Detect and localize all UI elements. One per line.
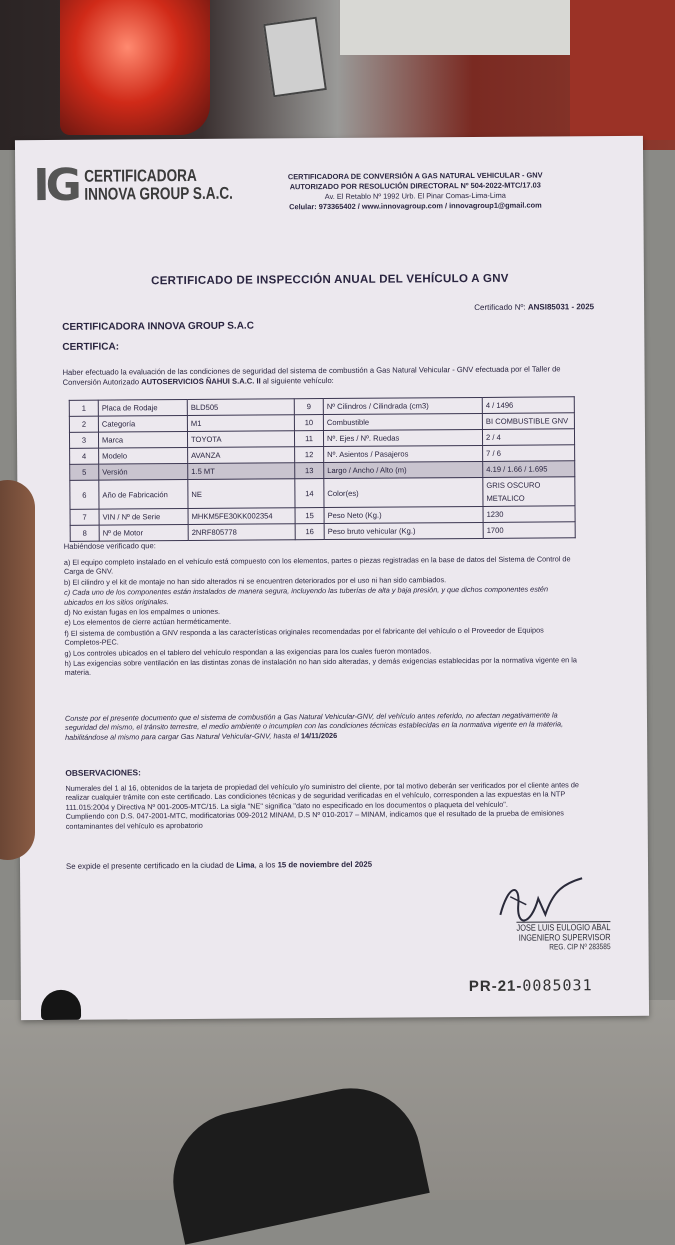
- certificate-number: Certificado Nº: ANSI85031 - 2025: [474, 302, 595, 313]
- vehicle-table-cell: Nº de Motor: [99, 525, 188, 542]
- vehicle-table-cell: AVANZA: [188, 447, 295, 464]
- vehicle-table-cell: Peso bruto vehicular (Kg.): [324, 522, 483, 539]
- vehicle-table-cell: 7: [70, 509, 99, 525]
- vehicle-table-cell: BLD505: [187, 399, 294, 416]
- vehicle-table-cell: 15: [295, 508, 324, 524]
- vehicle-table-cell: Modelo: [99, 448, 188, 465]
- vehicle-table-cell: Versión: [99, 464, 188, 481]
- serial-number: PR-21-0085031: [468, 976, 593, 996]
- shop-sign: [340, 0, 570, 55]
- vehicle-table-cell: 9: [294, 399, 323, 415]
- vehicle-table-cell: Nº. Asientos / Pasajeros: [324, 445, 483, 462]
- check-item: c) Cada uno de los componentes están instalados de manera segura, incluyendo las tuberías de alta y baja presión, y que dichos componentes estén ubicados en los sitios originales.: [64, 584, 549, 607]
- signer-registration: REG. CIP Nº 283585: [549, 942, 611, 952]
- vehicle-table-cell: Nº. Ejes / Nº. Ruedas: [323, 429, 482, 446]
- signer-block: [471, 922, 611, 953]
- vehicle-table-cell: 4.19 / 1.66 / 1.695: [483, 461, 575, 478]
- certifica-heading: CERTIFICA:: [62, 341, 120, 353]
- car-plate-holder: [263, 17, 327, 98]
- vehicle-table-cell: VIN / Nº de Serie: [99, 509, 188, 526]
- vehicle-table-cell: 1230: [483, 506, 575, 523]
- vehicle-table-cell: 2 / 4: [482, 429, 574, 446]
- vehicle-table-cell: Año de Fabricación: [99, 480, 188, 510]
- vehicle-table-cell: MHKM5FE30KK002354: [188, 508, 295, 525]
- document-title: CERTIFICADO DE INSPECCIÓN ANUAL DEL VEHÍCULO A GNV: [151, 272, 509, 288]
- vehicle-table-cell: 12: [295, 447, 324, 463]
- vehicle-table-cell: 4 / 1496: [482, 397, 574, 414]
- vehicle-table-cell: 2: [69, 416, 98, 432]
- intro-paragraph: Haber efectuado la evaluación de las condiciones de seguridad del sistema de combustión a Gas Natural Vehicular - GNV efectuada por el Taller de Conversión Autorizado AUTOSERVICIOS ÑAHUI S.A.C. II al siguiente vehículo:: [62, 364, 561, 387]
- vehicle-table-cell: GRIS OSCURO METALICO: [483, 477, 575, 507]
- vehicle-table-cell: 3: [69, 432, 98, 448]
- verified-intro: Habiéndose verificado que:: [63, 541, 156, 551]
- check-item: f) El sistema de combustión a GNV responda a las características originales recomendadas por el fabricante del vehículo o el Proveedor de Equipos Completos-PEC.: [64, 625, 544, 648]
- vehicle-table-cell: 14: [295, 479, 324, 508]
- vehicle-table-cell: Placa de Rodaje: [98, 400, 187, 417]
- shop-wall: [570, 0, 675, 140]
- check-item: g) Los controles ubicados en el tablero del vehículo respondan a las exigencias para los cuales fueron montados.: [64, 645, 432, 658]
- vehicle-table-cell: 7 / 6: [483, 445, 575, 462]
- vehicle-table-cell: Color(es): [324, 477, 483, 507]
- vehicle-table-cell: Marca: [98, 432, 187, 449]
- holding-hand: [0, 480, 35, 860]
- vehicle-table-cell: 16: [295, 524, 324, 540]
- vehicle-table-row: [70, 477, 575, 510]
- vehicle-table-cell: 8: [70, 525, 99, 541]
- company-name: CERTIFICADORA INNOVA GROUP S.A.C: [62, 320, 254, 333]
- header-info: CERTIFICADORA DE CONVERSIÓN A GAS NATURAL VEHICULAR - GNV AUTORIZADO POR RESOLUCIÓN DIRECTORAL Nº 504-2022-MTC/17.03 Av. El Retablo Nº 1992 Urb. El Pinar Comas-Lima-Lima Celular: 973365402 / www.innovagroup.com / innovagroup1@gmail.com: [287, 170, 543, 212]
- observaciones-heading: OBSERVACIONES:: [65, 767, 141, 778]
- vehicle-table-cell: Largo / Ancho / Alto (m): [324, 461, 483, 478]
- paper-punch-hole: [41, 990, 81, 1020]
- signer-name: JOSE LUIS EULOGIO ABAL: [516, 922, 611, 933]
- issue-statement: Se expide el presente certificado en la ciudad de Lima, a los 15 de noviembre del 2025: [65, 859, 373, 871]
- vehicle-table-cell: 6: [70, 480, 99, 509]
- vehicle-table-cell: 10: [294, 415, 323, 431]
- vehicle-table-cell: BI COMBUSTIBLE GNV: [482, 413, 574, 430]
- vehicle-table-cell: Peso Neto (Kg.): [324, 506, 483, 523]
- signer-role: INGENIERO SUPERVISOR: [518, 932, 611, 943]
- vehicle-table-cell: NE: [188, 479, 295, 509]
- check-item: e) Los elementos de cierre actúan herméticamente.: [64, 617, 232, 628]
- check-item: a) El equipo completo instalado en el vehículo está compuesto con los elementos, partes o piezas registradas en la base de datos del Sistema de Control de Carga de GNV.: [63, 554, 571, 577]
- vehicle-table-row: [70, 522, 575, 542]
- vehicle-table-cell: Combustible: [323, 413, 482, 430]
- vehicle-table-cell: 1: [69, 400, 98, 416]
- logo-text: CERTIFICADORA INNOVA GROUP S.A.C.: [83, 165, 233, 204]
- check-item: h) Las exigencias sobre ventilación en las distintas zonas de instalación no han sido alteradas, y demás exigencias establecidas por la normativa vigente en la materia.: [64, 655, 577, 678]
- vehicle-table-cell: 2NRF805778: [188, 524, 295, 541]
- vehicle-table-cell: 4: [70, 448, 99, 464]
- vehicle-table-cell: TOYOTA: [187, 431, 294, 448]
- vehicle-table-cell: 1.5 MT: [188, 463, 295, 480]
- verification-list: [64, 554, 580, 678]
- vehicle-table-cell: 5: [70, 464, 99, 480]
- observaciones-text: Numerales del 1 al 16, obtenidos de la tarjeta de propiedad del vehículo y/o suministro del cliente, por tal motivo deberán ser verificados por el cliente antes de realizar cualquier trámite con este certificado. Las condiciones técnicas y de seguridad verificadas en el vehículo, corresponden a las expuestas en la NTP 111.015:2004 y Directiva Nº 001-2005-MTC/15. La sigla "NE" significa "dato no especificado en los documentos o plaqueta del vehículo". Cumpliendo con D.S. 047-2001-MTC, modificatorias 009-2012 MINAM, D.S Nº 010-2017 – MINAM, indicamos que el resultado de la prueba de emisiones contaminantes del vehículo es aprobatorio: [65, 780, 579, 831]
- conste-paragraph: Conste por el presente documento que el sistema de combustión a Gas Natural Vehicular-GNV, del vehículo antes referido, no afectan negativamente la seguridad del mismo, el tránsito terrestre, el medio ambiente o incumplen con las condiciones técnicas establecidas en la normativa vigente en la materia, habilitándose al mismo para cargar Gas Natural Vehicular-GNV, hasta el 14/11/2026: [64, 710, 564, 742]
- certificate-document: [15, 136, 649, 1020]
- check-item: d) No existan fugas en los empalmes o uniones.: [64, 606, 221, 617]
- vehicle-table-cell: Categoría: [98, 416, 187, 433]
- vehicle-table-cell: M1: [187, 415, 294, 432]
- vehicle-data-table: [69, 396, 576, 542]
- check-item: b) El cilindro y el kit de montaje no han sido alterados ni se encuentren deteriorados por el uso ni han sido cambiados.: [63, 575, 447, 587]
- vehicle-table-cell: Nº Cilindros / Cilindrada (cm3): [323, 397, 482, 414]
- company-logo: [33, 158, 270, 211]
- vehicle-table-cell: 1700: [483, 522, 575, 539]
- car-tail-light: [60, 0, 210, 135]
- logo-mark: IG: [33, 159, 78, 212]
- vehicle-table-cell: 11: [294, 431, 323, 447]
- vehicle-table-cell: 13: [295, 463, 324, 479]
